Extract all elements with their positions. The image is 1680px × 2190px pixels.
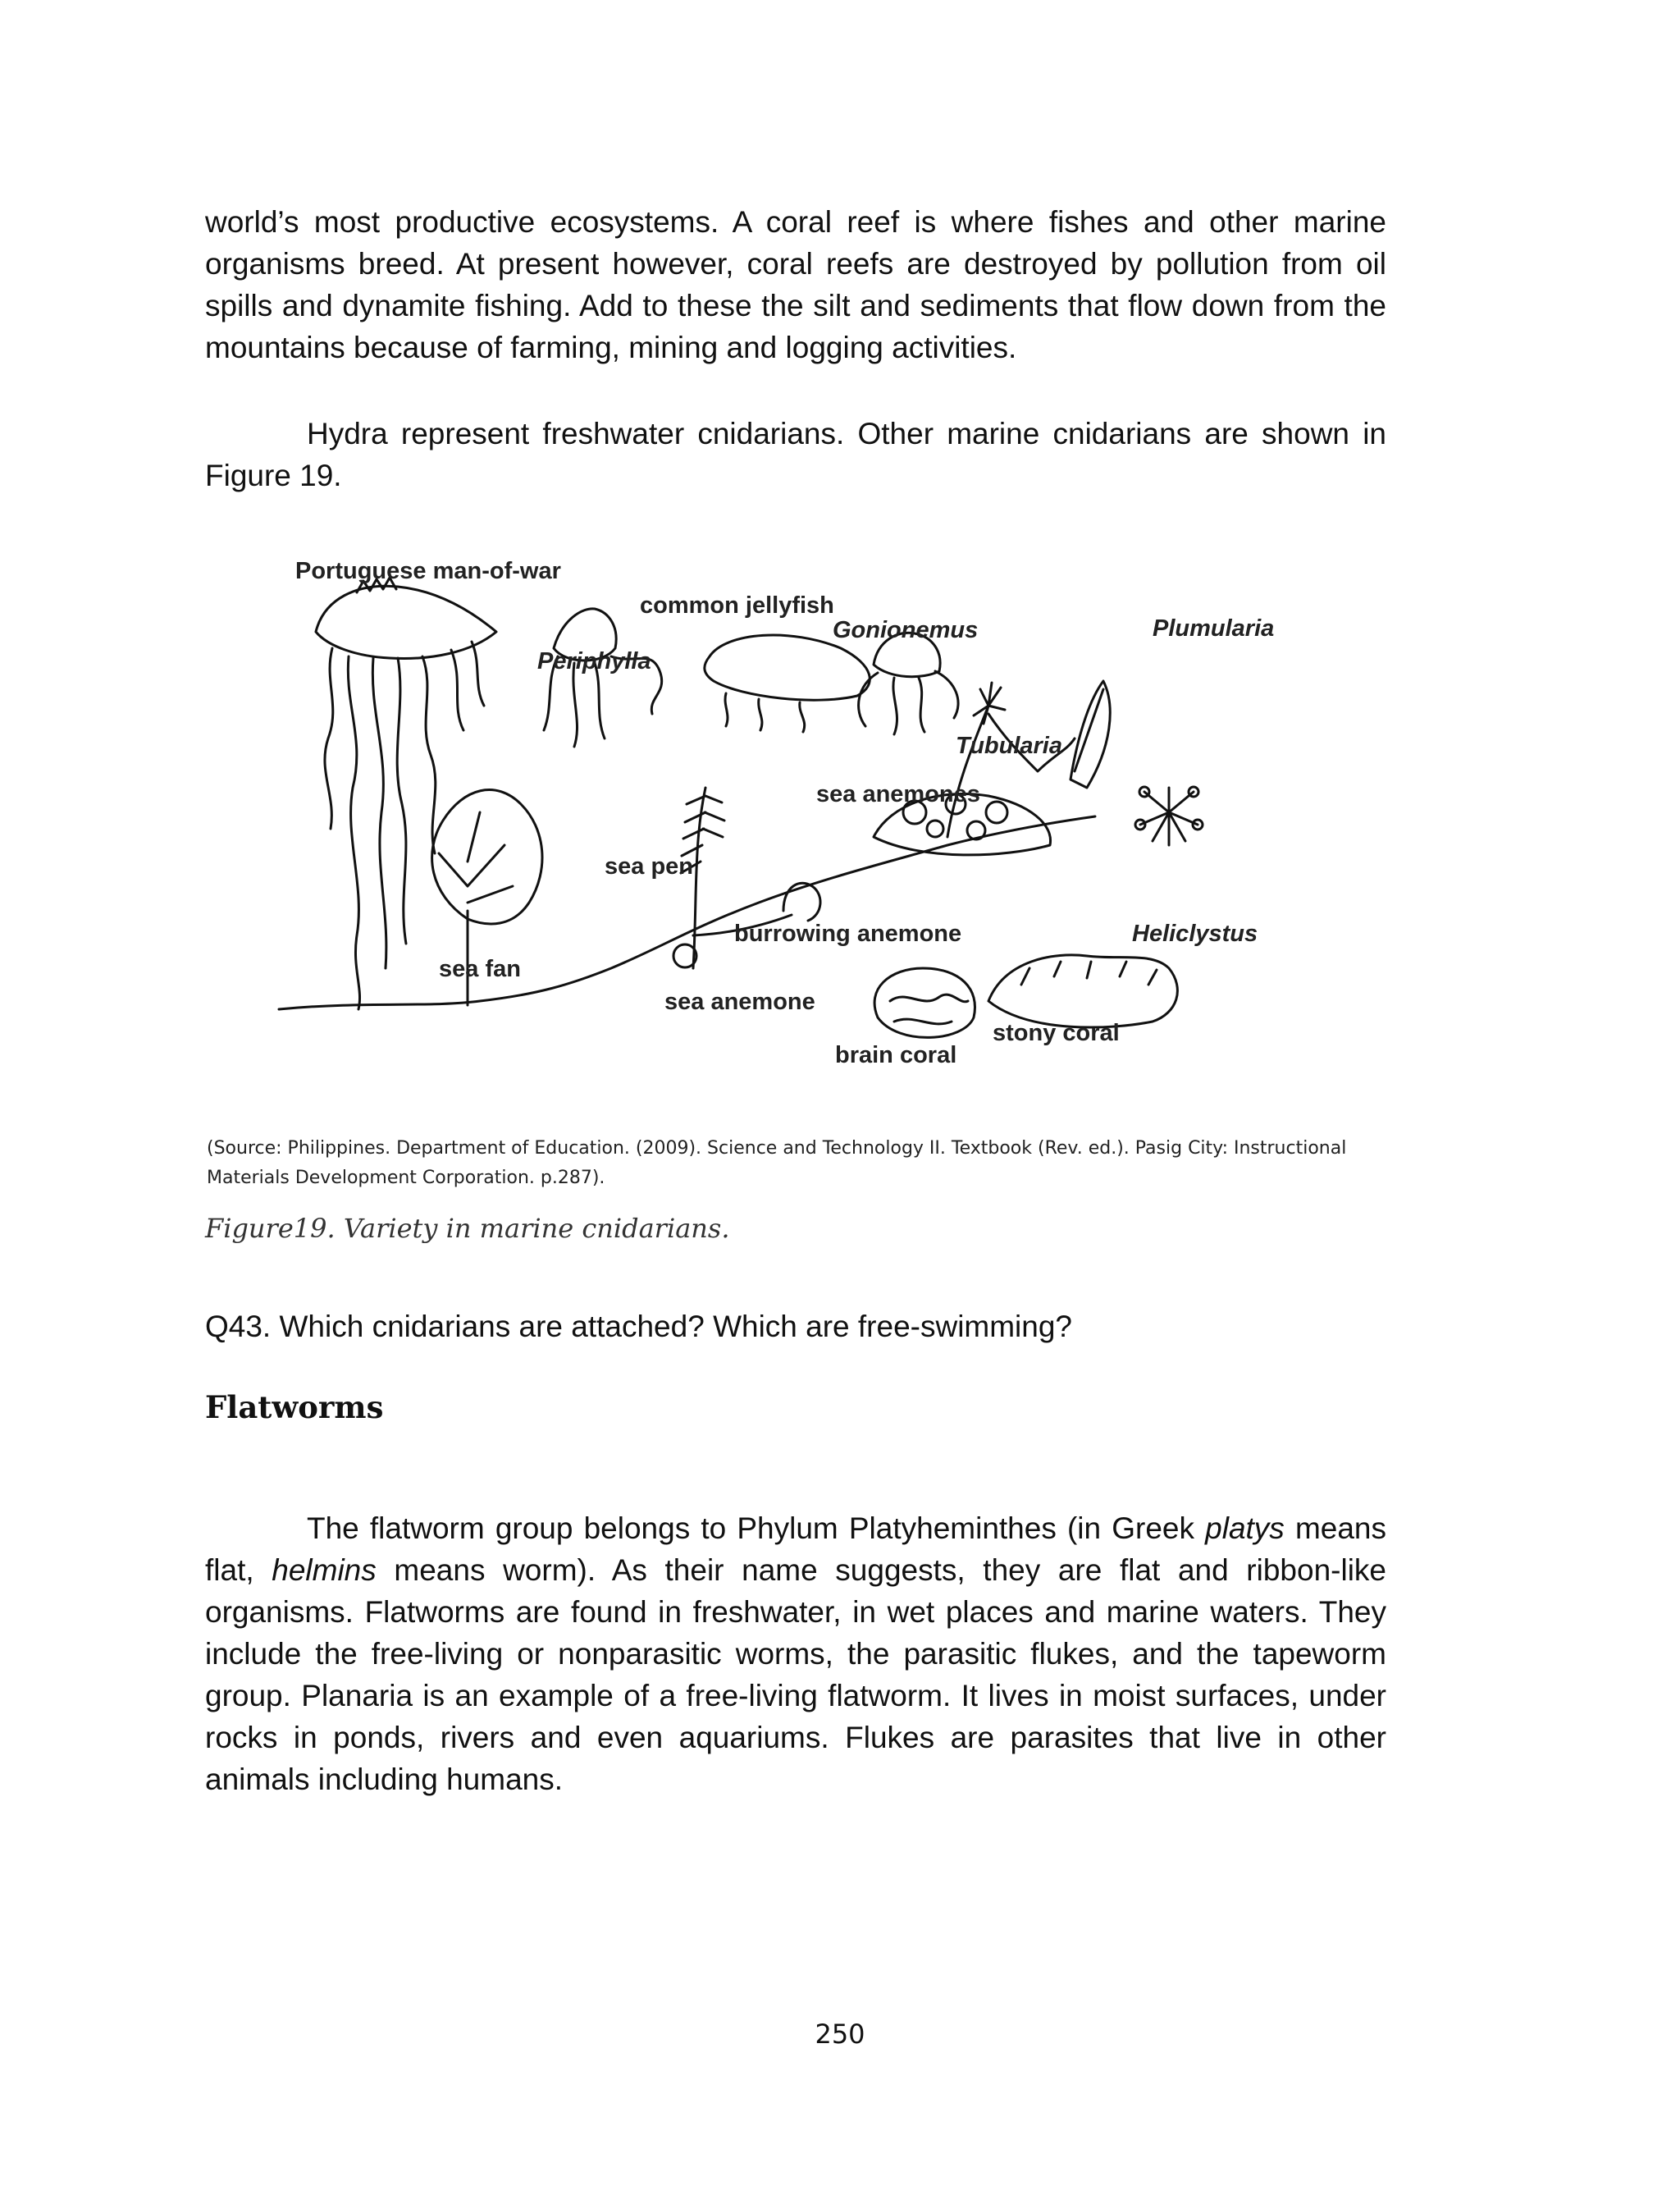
- label-tubularia: Tubularia: [956, 733, 1062, 759]
- stony-coral: [988, 955, 1177, 1027]
- common-jellyfish: [705, 635, 870, 700]
- flatworms-text-1: The flatworm group belongs to Phylum Platyheminthes (in Greek: [307, 1511, 1206, 1545]
- label-stony-coral: stony coral: [993, 1020, 1120, 1046]
- section-heading: Flatworms: [205, 1389, 384, 1425]
- label-brain-coral: brain coral: [835, 1042, 957, 1068]
- flatworms-text-2: means flat,: [205, 1511, 1386, 1587]
- label-burrowing-anemone: burrowing anemone: [734, 921, 962, 947]
- figure-source-note: (Source: Philippines. Department of Education. (2009). Science and Technology II. Textbook (Rev. ed.). Pasig City: Instructional Materials Development Corporation. p.287).: [207, 1138, 1347, 1188]
- flatworms-paragraph: [205, 1507, 1386, 1800]
- label-sea-pen: sea pen: [605, 853, 693, 880]
- term-platys: platys: [1205, 1511, 1285, 1545]
- plumularia-plume: [1071, 681, 1110, 788]
- sea-floor-line: [279, 816, 1095, 1009]
- heliclystus: [1140, 788, 1198, 845]
- man-of-war-tentacles: [325, 642, 484, 1009]
- label-sea-anemone: sea anemone: [664, 989, 815, 1015]
- label-sea-anemones: sea anemones: [816, 781, 980, 807]
- question-q43: Q43. Which cnidarians are attached? Which are free-swimming?: [205, 1310, 1073, 1343]
- label-periphylla: Periphylla: [537, 648, 651, 674]
- label-heliclystus: Heliclystus: [1132, 921, 1258, 947]
- figure-marine-cnidarians: [267, 542, 1341, 1083]
- term-helmins: helmins: [272, 1553, 377, 1587]
- label-portuguese-man-of-war: Portuguese man-of-war: [295, 558, 561, 584]
- label-gonionemus: Gonionemus: [833, 617, 979, 643]
- label-common-jellyfish: common jellyfish: [640, 592, 834, 619]
- figure-caption: Figure19. Variety in marine cnidarians.: [205, 1213, 730, 1244]
- page-number: 250: [815, 2019, 865, 2050]
- label-sea-fan: sea fan: [439, 956, 521, 982]
- man-of-war-float: [316, 586, 496, 658]
- body-paragraph-1: world’s most productive ecosystems. A coral reef is where fishes and other marine organisms breed. At present however, coral reefs are destroyed by pollution from oil spills and dynamite fishing. Add to these the silt and sediments that flow down from the mountains because of farming, mining and logging activities.: [205, 205, 1386, 364]
- brain-coral: [874, 968, 975, 1037]
- body-paragraph-2: Hydra represent freshwater cnidarians. Other marine cnidarians are shown in Figure 19.: [205, 417, 1386, 492]
- cnidarians-illustration: [267, 542, 1341, 1083]
- flatworms-text-3: means worm). As their name suggests, they are flat and ribbon-like organisms. Flatworms are found in freshwater, in wet places and marine waters. They include the free-living or nonparasitic worms, the parasitic flukes, and the tapeworm group. Planaria is an example of a free-living flatworm. It lives in moist surfaces, under rocks in ponds, rivers and even aquariums. Flukes are parasites that live in other animals including humans.: [205, 1553, 1386, 1796]
- label-plumularia: Plumularia: [1153, 615, 1275, 642]
